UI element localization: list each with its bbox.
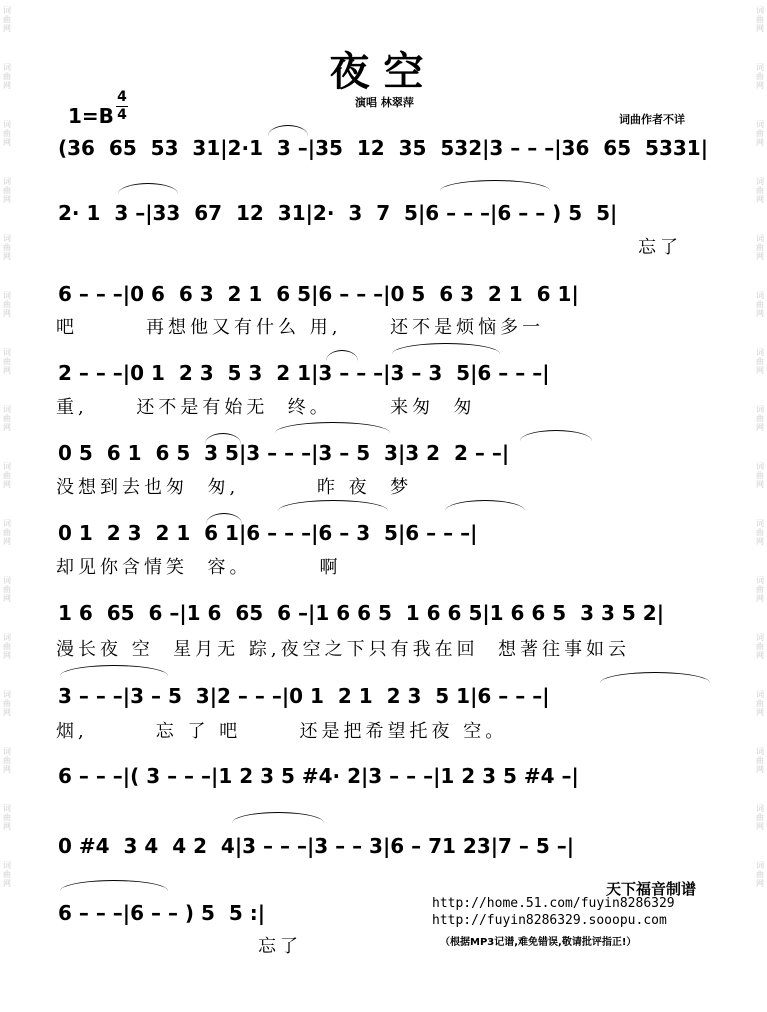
slur [445, 500, 525, 511]
score-row-4: 2 – – –|0 1 2 3 5 3 2 1|3 – – –|3 – 3 5|6 – – –| [58, 361, 550, 385]
meter-bottom: 4 [117, 107, 127, 123]
score-row-1: (36 65 53 31|2·1 3 –|35 12 35 532|3 – – –|36 65 5331| [58, 136, 709, 160]
slur [60, 665, 168, 676]
slur [275, 422, 390, 433]
slur [205, 433, 241, 444]
url-1[interactable]: http://home.51.com/fuyin8286329 [432, 896, 675, 911]
lyrics-row-8: 烟, 忘 了 吧 还是把希望托夜 空。 [56, 721, 508, 742]
slur [118, 183, 178, 194]
lyrics-row-3: 吧 再想他又有什么 用, 还不是烦恼多一 [56, 317, 545, 338]
lyrics-row-11: 忘了 [258, 936, 302, 957]
lyrics-row-5: 没想到去也匆 匆, 昨 夜 梦 [56, 477, 413, 498]
slur [440, 180, 550, 191]
lyrics-row-6: 却见你含情笑 容。 啊 [56, 557, 342, 578]
slur [206, 513, 242, 524]
footnote: （根据MP3记谱,难免错误,敬请批评指正!） [440, 937, 637, 948]
key-signature: 1=B [68, 104, 114, 128]
composer-credit: 词曲作者不详 [619, 113, 685, 126]
slur [268, 125, 308, 136]
publisher: 天下福音制谱 [606, 880, 697, 898]
watermark-left: 词曲网 词曲网 词曲网 词曲网 词曲网 词曲网 词曲网 词曲网 词曲网 词曲网 词曲网 词曲网 词曲网 词曲网 词曲网 词曲网 [3, 6, 11, 888]
score-row-10: 0 #4 3 4 4 2 4|3 – – –|3 – – 3|6 – 71 23|7 – 5 –| [58, 834, 575, 858]
slur [600, 672, 710, 683]
score-row-11: 6 – – –|6 – – ) 5 5 :| [58, 901, 266, 925]
slur [60, 880, 168, 891]
slur [392, 343, 500, 354]
score-row-6: 0 1 2 3 2 1 6 1|6 – – –|6 – 3 5|6 – – –| [58, 521, 478, 545]
slur [520, 430, 592, 441]
score-row-7: 1 6 65 6 –|1 6 65 6 –|1 6 6 5 1 6 6 5|1 6 6 5 3 3 5 2| [58, 601, 664, 625]
watermark-right: 词曲网 词曲网 词曲网 词曲网 词曲网 词曲网 词曲网 词曲网 词曲网 词曲网 词曲网 词曲网 词曲网 词曲网 词曲网 词曲网 [756, 6, 764, 888]
slur [278, 500, 388, 511]
score-row-9: 6 – – –|( 3 – – –|1 2 3 5 #4· 2|3 – – –|1 2 3 5 #4 –| [58, 764, 579, 788]
time-signature [116, 90, 128, 123]
singer-credit: 演唱 林翠萍 [355, 96, 414, 109]
score-row-2: 2· 1 3 –|33 67 12 31|2· 3 7 5|6 – – –|6 – – ) 5 5| [58, 201, 618, 225]
lyrics-row-2: 忘了 [638, 237, 682, 258]
lyrics-row-7: 漫长夜 空 星月无 踪,夜空之下只有我在回 想著往事如云 [56, 639, 631, 660]
slur [326, 350, 358, 361]
meter-top: 4 [117, 89, 127, 105]
score-row-8: 3 – – –|3 – 5 3|2 – – –|0 1 2 1 2 3 5 1|6 – – –| [58, 684, 550, 708]
url-2[interactable]: http://fuyin8286329.sooopu.com [432, 913, 667, 928]
slur [232, 812, 324, 823]
lyrics-row-4: 重, 还不是有始无 终。 来匆 匆 [56, 397, 476, 418]
score-row-5: 0 5 6 1 6 5 3 5|3 – – –|3 – 5 3|3 2 2 – –| [58, 441, 510, 465]
score-row-3: 6 – – –|0 6 6 3 2 1 6 5|6 – – –|0 5 6 3 2 1 6 1| [58, 282, 579, 306]
song-title: 夜空 [329, 49, 438, 95]
